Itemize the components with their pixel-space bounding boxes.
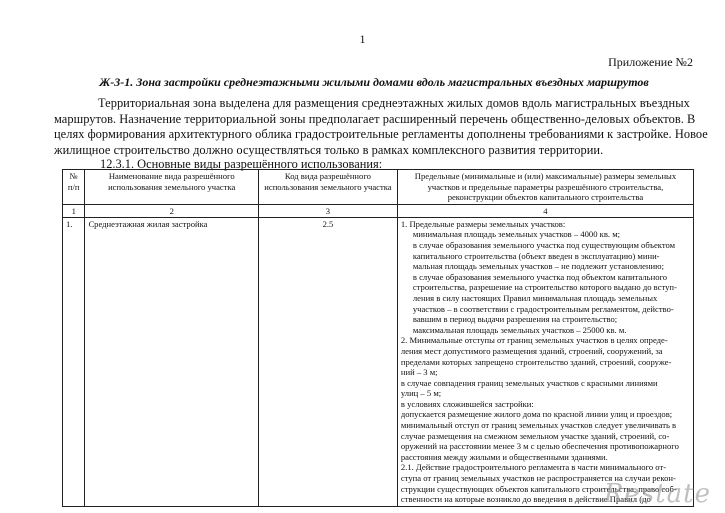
- row-use-name: Среднеэтажная жилая застройка: [85, 217, 259, 506]
- table-header-row: [63, 170, 694, 205]
- param-line: 1. Предельные размеры земельных участков:: [400, 218, 566, 229]
- param-line: минимальная площадь земельных участков – 4000 кв. м;: [412, 229, 621, 240]
- param-line: в случае образования земельного участка под существующим объектом: [412, 239, 676, 250]
- param-line: строительства, разрешение на строительство которого выдано до вступ-: [412, 282, 677, 293]
- row-use-code: 2.5: [259, 217, 398, 506]
- param-line: 2.1. Действие градостроительного регламента в части минимального от-: [400, 462, 667, 473]
- param-line: мальная площадь земельных участков – не подлежит установлению;: [412, 261, 664, 272]
- header-use-name: Наименование вида разрешённого использования земельного участка: [85, 170, 259, 205]
- param-line: в условиях сложившейся застройки:: [400, 398, 534, 409]
- column-number: 1: [63, 204, 85, 217]
- param-line: ления мест допустимого размещения зданий, строений, сооружений, за: [400, 345, 663, 356]
- column-number-row: [63, 204, 694, 217]
- page-number: 1: [359, 32, 366, 46]
- param-line: вавшим в период выдачи разрешения на строительство;: [412, 314, 618, 325]
- intro-line: маршрутов. Назначение территориальной зоны предполагает расширенный перечень общественно-деловых объектов. В: [54, 111, 696, 126]
- watermark-logo: Restate: [603, 479, 711, 509]
- param-line: оружений на расстоянии менее 3 м с целью обеспечения противопожарного: [400, 441, 679, 452]
- column-number: 2: [85, 204, 259, 217]
- param-line: ний – 3 м;: [400, 367, 438, 378]
- param-line: ления в силу настоящих Правил минимальная площадь земельных: [412, 292, 658, 303]
- column-number: 3: [259, 204, 398, 217]
- param-line: максимальная площадь земельных участков – 25000 кв. м.: [412, 324, 627, 335]
- param-line: струкции существующих объектов капитального строительства, право соб-: [400, 483, 677, 494]
- header-number: № п/п: [63, 170, 85, 205]
- intro-line: Территориальная зона выделена для размещения среднеэтажных жилых домов вдоль магистральных въездных: [98, 96, 690, 110]
- permitted-uses-table: [62, 169, 694, 507]
- param-line: ственности на которые возникло до введения в действие Правил (до: [400, 494, 651, 505]
- intro-line: целях формирования архитектурного облика градостроительные регламенты дополнены требованиями к застройке. Новое: [54, 127, 708, 141]
- row-parameters: [397, 217, 693, 506]
- param-line: допускается размещение жилого дома по красной линии улиц и проездов;: [400, 409, 673, 420]
- column-number: 4: [397, 204, 693, 217]
- param-line: случае размещения на смежном земельном участке зданий, строений, со-: [400, 430, 670, 441]
- section-heading: 12.3.1. Основные виды разрешённого использования:: [100, 157, 383, 171]
- header-use-code: Код вида разрешённого использования земельного участка: [259, 170, 398, 205]
- param-line: минимальный отступ от границ земельных участков следует увеличивать в: [400, 420, 677, 431]
- zone-title: Ж-3-1. Зона застройки среднеэтажными жилыми домами вдоль магистральных въездных маршрутов: [99, 75, 649, 89]
- param-line: капитального строительства (объект введен в эксплуатацию) мини-: [412, 250, 660, 261]
- param-line: ступа от границ земельных участков не распространяется на случаи рекон-: [400, 473, 676, 484]
- param-line: в случае совпадения границ земельных участков с красными линиями: [400, 377, 658, 388]
- row-number: 1.: [63, 217, 85, 506]
- intro-line: жилищное строительство должно осуществляться только в рамках комплексного развития территории.: [54, 142, 604, 157]
- param-line: 2. Минимальные отступы от границ земельных участков в целях опреде-: [400, 335, 668, 346]
- param-line: участков – в соответствии с градостроительным регламентом, действо-: [412, 303, 674, 314]
- table-row: [63, 217, 694, 506]
- param-line: пределами которых запрещено строительство зданий, строений, сооруже-: [400, 356, 672, 367]
- param-line: расстояния между жилыми и общественными зданиями.: [400, 451, 608, 462]
- header-parameters: Предельные (минимальные и (или) максимальные) размеры земельных участков и предельные параметры разрешённого строительства, реконструкции объектов капитального строительства: [397, 170, 693, 205]
- param-line: улиц – 5 м;: [400, 388, 442, 399]
- zone-description: [54, 96, 708, 158]
- appendix-label: Приложение №2: [608, 55, 693, 69]
- param-line: в случае образования земельного участка под объектом капитального: [412, 271, 668, 282]
